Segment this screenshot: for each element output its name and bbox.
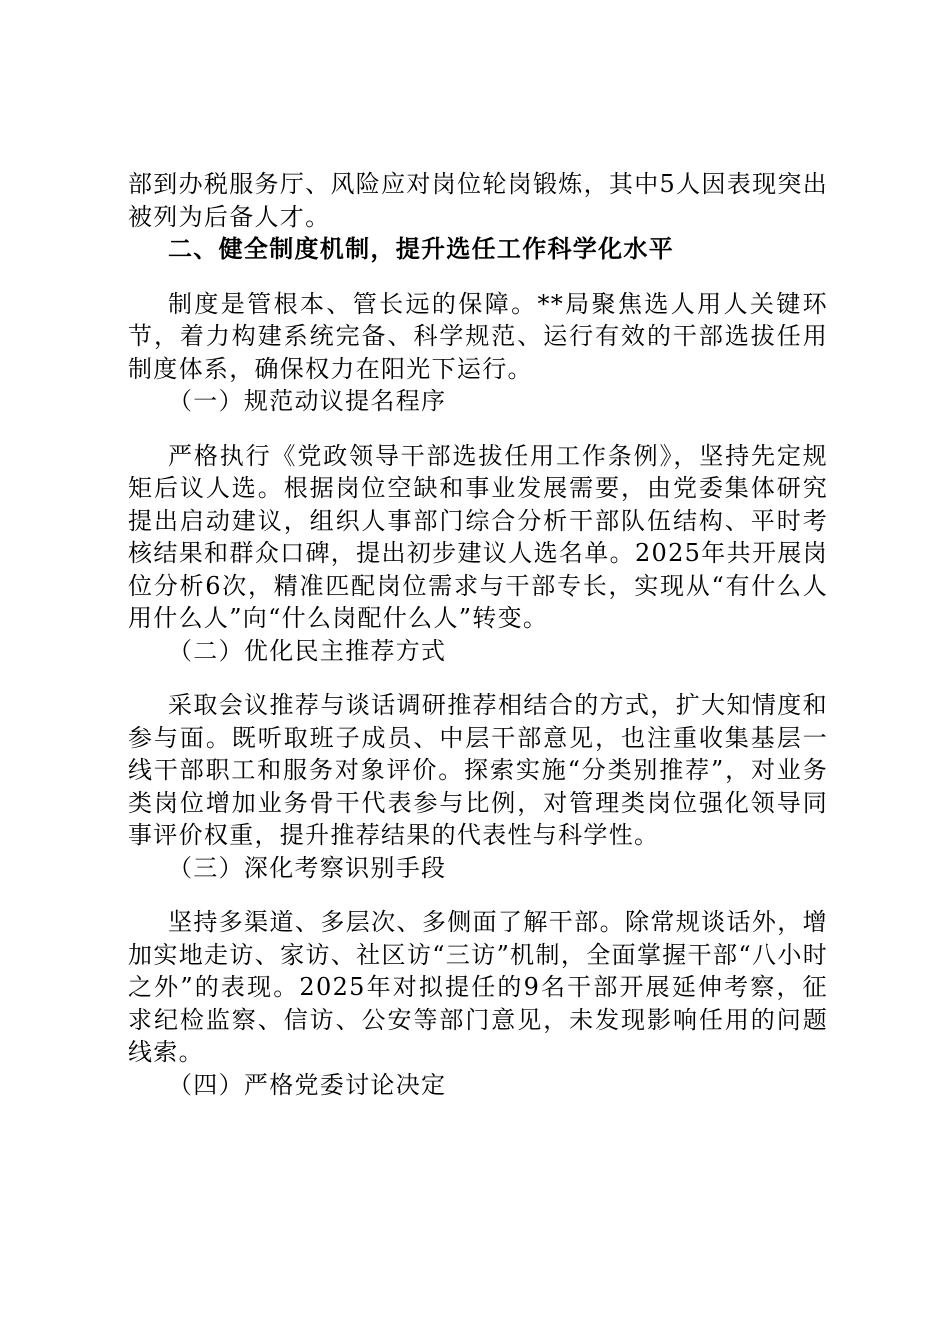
document-page <box>128 168 828 1101</box>
subsection-heading-4: （四）严格党委讨论决定 <box>168 1070 447 1099</box>
subsection-heading-3: （三）深化考察识别手段 <box>168 853 447 882</box>
continuation-paragraph: 部到办税服务厅、风险应对岗位轮岗锻炼，其中5人因表现突出被列为后备人才。 <box>128 170 828 231</box>
section-intro-paragraph: 制度是管根本、管长远的保障。**局聚焦选人用人关键环节，着力构建系统完备、科学规范、运行有效的干部选拔任用制度体系，确保权力在阳光下运行。 <box>128 289 828 383</box>
subsection-body-1: 严格执行《党政领导干部选拔任用工作条例》，坚持先定规矩后议人选。根据岗位空缺和事业发展需要，由党委集体研究提出启动建议，组织人事部门综合分析干部队伍结构、平时考核结果和群众口碑，提出初步建议人选名单。2025年共开展岗位分析6次，精准匹配岗位需求与干部专长，实现从“有什么人用什么人”向“什么岗配什么人”转变。 <box>128 441 828 632</box>
subsection-heading-1: （一）规范动议提名程序 <box>168 387 447 415</box>
subsection-body-3: 坚持多渠道、多层次、多侧面了解干部。除常规谈话外，增加实地走访、家访、社区访“三访”机制，全面掌握干部“八小时之外”的表现。2025年对拟提任的9名干部开展延伸考察，征求纪检监察、信访、公安等部门意见，未发现影响任用的问题线索。 <box>128 908 828 1066</box>
subsection-heading-2: （二）优化民主推荐方式 <box>168 636 447 665</box>
subsection-body-2: 采取会议推荐与谈话调研推荐相结合的方式，扩大知情度和参与面。既听取班子成员、中层干部意见，也注重收集基层一线干部职工和服务对象评价。探索实施“分类别推荐”，对业务类岗位增加业务骨干代表参与比例，对管理类岗位强化领导同事评价权重，提升推荐结果的代表性与科学性。 <box>128 691 828 849</box>
section-heading: 二、健全制度机制，提升选任工作科学化水平 <box>168 234 674 263</box>
